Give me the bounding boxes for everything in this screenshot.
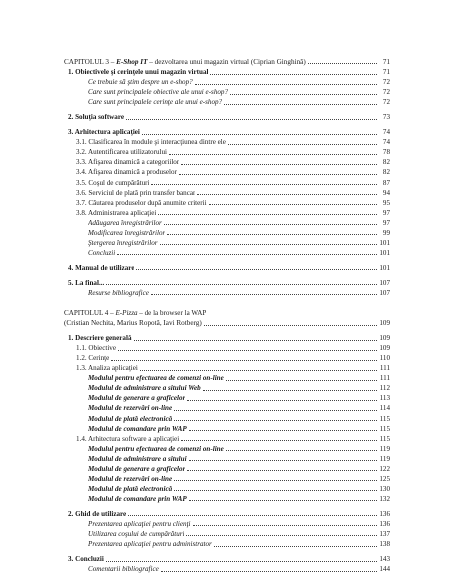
toc-entry-page: 97 bbox=[382, 218, 390, 227]
toc-entry-page: 136 bbox=[379, 509, 390, 518]
toc-entry-title: Modulul de plată electronică bbox=[88, 484, 173, 493]
chapter-page-number: 109 bbox=[379, 319, 390, 328]
toc-entry-title: 3.2. Autentificarea utilizatorului bbox=[76, 148, 168, 157]
toc-entry bbox=[64, 333, 390, 343]
toc-entry-page: 125 bbox=[379, 474, 390, 483]
toc-entry-title: Modulul de rezervări on-line bbox=[88, 404, 173, 413]
toc-entry-page: 71 bbox=[382, 68, 390, 77]
toc-entry-title: 1.1. Obiective bbox=[76, 344, 116, 353]
toc-entry-page: 87 bbox=[382, 178, 390, 187]
toc-entry bbox=[64, 112, 390, 122]
dot-leader bbox=[164, 223, 377, 225]
toc-entry-page: 101 bbox=[379, 248, 390, 257]
toc-entry-page: 74 bbox=[382, 128, 390, 137]
toc-entry-page: 119 bbox=[379, 444, 390, 453]
toc-entry-title: Modulul de comandare prin WAP bbox=[88, 494, 187, 503]
toc-entry bbox=[64, 474, 390, 484]
toc-entry bbox=[64, 288, 390, 298]
toc-entry-page: 111 bbox=[379, 364, 390, 373]
dot-leader bbox=[230, 93, 377, 95]
chapter-title bbox=[64, 57, 306, 67]
dot-leader bbox=[209, 203, 377, 205]
toc-entry bbox=[64, 248, 390, 258]
toc-entry bbox=[64, 228, 390, 238]
dot-leader bbox=[174, 479, 377, 481]
toc-entry-page: 78 bbox=[382, 148, 390, 157]
toc-entry bbox=[64, 263, 390, 273]
toc-entry-title: 3.7. Căutarea produselor după anumite criterii bbox=[76, 198, 207, 207]
toc-entry-title: Prezentarea aplicaţiei pentru clienţi bbox=[88, 519, 191, 528]
toc-entry-title: 3.1. Clasificarea în module şi interacţiunea dintre ele bbox=[76, 138, 226, 147]
dot-leader bbox=[136, 268, 377, 270]
toc-entry-title: 3. Concluzii bbox=[68, 555, 104, 564]
toc-entry bbox=[64, 67, 390, 77]
toc-entry bbox=[64, 167, 390, 177]
toc-entry-title: Modulul de rezervări on-line bbox=[88, 474, 173, 483]
dot-leader bbox=[160, 243, 377, 245]
toc-entry-title: 1.3. Analiza aplicaţiei bbox=[76, 364, 138, 373]
dot-leader bbox=[142, 133, 377, 135]
dot-leader bbox=[140, 369, 377, 371]
toc-entry-title: Modificarea înregistrărilor bbox=[88, 228, 166, 237]
toc-entry bbox=[64, 444, 390, 454]
toc-entry-title: 5. La final... bbox=[68, 278, 105, 287]
dot-leader bbox=[134, 339, 378, 341]
chapter-heading bbox=[64, 318, 390, 328]
toc-entry-title: Comentarii bibliografice bbox=[88, 565, 159, 574]
toc-entry bbox=[64, 178, 390, 188]
dot-leader bbox=[228, 143, 377, 145]
toc-entry-title: 3.4. Afişarea dinamică a produselor bbox=[76, 168, 177, 177]
toc-entry bbox=[64, 464, 390, 474]
chapter-prefix: CAPITOLUL 4 – bbox=[64, 309, 116, 318]
toc-entry-page: 109 bbox=[379, 344, 390, 353]
table-of-contents bbox=[64, 57, 390, 574]
toc-entry-title: 2. Ghid de utilizare bbox=[68, 509, 127, 518]
toc-entry-page: 82 bbox=[382, 158, 390, 167]
toc-entry-title: Modulul de plată electronică bbox=[88, 414, 173, 423]
dot-leader bbox=[187, 469, 377, 471]
toc-entry bbox=[64, 278, 390, 288]
dot-leader bbox=[189, 429, 377, 431]
dot-leader bbox=[167, 233, 377, 235]
chapter-title-emphasis: E-Pizza bbox=[115, 309, 138, 318]
dot-leader bbox=[161, 570, 377, 572]
toc-entry-page: 101 bbox=[379, 263, 390, 272]
dot-leader bbox=[174, 409, 377, 411]
chapter-title-rest: – de la browser la WAP bbox=[137, 309, 207, 318]
toc-entry-page: 107 bbox=[379, 278, 390, 287]
toc-entry-title: Modulul de administrare a sitului bbox=[88, 454, 187, 463]
chapter-authors: (Cristian Nechita, Marius Ropotă, Iavi Rotberg) bbox=[64, 319, 202, 328]
dot-leader bbox=[224, 103, 377, 105]
toc-entry bbox=[64, 539, 390, 549]
toc-entry-title: 1. Obiectivele şi cerinţele unui magazin virtual bbox=[68, 68, 209, 77]
dot-leader bbox=[174, 489, 377, 491]
toc-entry bbox=[64, 353, 390, 363]
toc-entry-page: 95 bbox=[382, 198, 390, 207]
toc-entry-title: 2. Soluţia software bbox=[68, 113, 125, 122]
toc-entry bbox=[64, 484, 390, 494]
toc-entry-title: 4. Manual de utilizare bbox=[68, 263, 135, 272]
toc-entry bbox=[64, 554, 390, 564]
dot-leader bbox=[181, 163, 377, 165]
toc-entry-page: 144 bbox=[379, 565, 390, 574]
dot-leader bbox=[197, 193, 377, 195]
toc-entry-page: 72 bbox=[382, 88, 390, 97]
toc-entry-page: 111 bbox=[379, 374, 390, 383]
dot-leader bbox=[308, 62, 377, 64]
toc-entry-title: 3.6. Serviciul de plată prin transfer bancar bbox=[76, 188, 196, 197]
toc-entry-page: 73 bbox=[382, 113, 390, 122]
toc-entry bbox=[64, 198, 390, 208]
toc-entry-page: 136 bbox=[379, 519, 390, 528]
dot-leader bbox=[204, 324, 377, 326]
toc-entry-page: 94 bbox=[382, 188, 390, 197]
toc-entry-page: 132 bbox=[379, 494, 390, 503]
dot-leader bbox=[128, 514, 377, 516]
chapter-title bbox=[64, 309, 206, 317]
dot-leader bbox=[126, 118, 377, 120]
dot-leader bbox=[226, 449, 377, 451]
toc-entry-title: Adăugarea înregistrărilor bbox=[88, 218, 162, 227]
chapter-title-rest: – dezvoltarea unui magazin virtual (Ciprian Ginghină) bbox=[147, 58, 306, 66]
toc-entry-page: 112 bbox=[379, 384, 390, 393]
toc-entry-title: Concluzii bbox=[88, 248, 116, 257]
toc-entry bbox=[64, 509, 390, 519]
toc-entry-page: 114 bbox=[379, 404, 390, 413]
chapter-prefix: CAPITOLUL 3 – bbox=[64, 58, 117, 66]
toc-entry-page: 122 bbox=[379, 464, 390, 473]
toc-entry-title: 3. Arhitectura aplicaţiei bbox=[68, 128, 140, 137]
toc-entry-title: Modulul de generare a graficelor bbox=[88, 464, 186, 473]
dot-leader bbox=[203, 389, 377, 391]
chapter-page-number: 71 bbox=[382, 58, 390, 66]
toc-entry bbox=[64, 188, 390, 198]
toc-entry-page: 115 bbox=[379, 434, 390, 443]
chapter-title-emphasis: E-Shop IT bbox=[116, 58, 148, 66]
toc-entry-page: 107 bbox=[379, 288, 390, 297]
toc-entry-title: Modulul de comandare prin WAP bbox=[88, 424, 187, 433]
toc-entry-title: 3.8. Administrarea aplicaţiei bbox=[76, 208, 157, 217]
dot-leader bbox=[117, 253, 377, 255]
toc-entry-title: Modulul de administrare a sitului Web bbox=[88, 384, 201, 393]
dot-leader bbox=[118, 349, 377, 351]
toc-entry bbox=[64, 363, 390, 373]
toc-entry-page: 110 bbox=[379, 354, 390, 363]
dot-leader bbox=[106, 560, 377, 562]
dot-leader bbox=[189, 499, 377, 501]
toc-entry-title: Ştergerea înregistrărilor bbox=[88, 238, 158, 247]
chapter-heading-line bbox=[64, 308, 390, 318]
chapter-heading bbox=[64, 57, 390, 67]
dot-leader bbox=[187, 399, 377, 401]
toc-entry bbox=[64, 494, 390, 504]
dot-leader bbox=[195, 83, 377, 85]
toc-entry-title: 3.5. Coşul de cumpărături bbox=[76, 178, 150, 187]
toc-entry-title: Utilizarea coşului de cumpărături bbox=[88, 530, 185, 539]
toc-entry-page: 115 bbox=[379, 414, 390, 423]
toc-entry bbox=[64, 529, 390, 539]
toc-entry bbox=[64, 77, 390, 87]
toc-entry-page: 137 bbox=[379, 530, 390, 539]
toc-entry-title: 1.4. Arhitectura software a aplicaţiei bbox=[76, 434, 180, 443]
toc-entry-page: 99 bbox=[382, 228, 390, 237]
toc-entry-title: Resurse bibliografice bbox=[88, 288, 149, 297]
toc-entry bbox=[64, 414, 390, 424]
toc-entry-page: 101 bbox=[379, 238, 390, 247]
toc-entry-title: 3.3. Afişarea dinamică a categoriilor bbox=[76, 158, 180, 167]
toc-entry bbox=[64, 519, 390, 529]
toc-entry bbox=[64, 208, 390, 218]
dot-leader bbox=[151, 293, 377, 295]
dot-leader bbox=[158, 213, 377, 215]
dot-leader bbox=[169, 153, 377, 155]
dot-leader bbox=[111, 359, 377, 361]
toc-entry-title: Modulul pentru efectuarea de comenzi on-line bbox=[88, 444, 224, 453]
chapter-spacer bbox=[64, 298, 390, 308]
dot-leader bbox=[193, 524, 377, 526]
dot-leader bbox=[181, 439, 377, 441]
toc-entry bbox=[64, 147, 390, 157]
dot-leader bbox=[179, 173, 377, 175]
toc-entry-page: 138 bbox=[379, 540, 390, 549]
toc-entry-title: Prezentarea aplicaţiei pentru administrator bbox=[88, 540, 212, 549]
toc-entry-page: 119 bbox=[379, 454, 390, 463]
toc-entry-title: Modulul de generare a graficelor bbox=[88, 394, 186, 403]
toc-entry-title: Care sunt principalele obiective ale unui e-shop? bbox=[88, 88, 229, 97]
toc-entry bbox=[64, 403, 390, 413]
dot-leader bbox=[214, 545, 377, 547]
dot-leader bbox=[189, 459, 377, 461]
dot-leader bbox=[151, 183, 377, 185]
dot-leader bbox=[186, 534, 377, 536]
toc-entry bbox=[64, 373, 390, 383]
toc-entry-page: 97 bbox=[382, 208, 390, 217]
dot-leader bbox=[210, 73, 377, 75]
toc-entry bbox=[64, 564, 390, 574]
toc-entry-title: Ce trebuie să ştim despre un e-shop? bbox=[88, 78, 193, 87]
dot-leader bbox=[106, 283, 377, 285]
toc-entry bbox=[64, 434, 390, 444]
toc-entry bbox=[64, 218, 390, 228]
toc-entry-title: 1.2. Cerinţe bbox=[76, 354, 110, 363]
toc-entry bbox=[64, 137, 390, 147]
toc-entry-title: 1. Descriere generală bbox=[68, 334, 132, 343]
toc-entry bbox=[64, 127, 390, 137]
toc-entry bbox=[64, 343, 390, 353]
toc-entry-title: Care sunt principalele cerinţe ale unui e-shop? bbox=[88, 98, 223, 107]
toc-entry-title: Modulul pentru efectuarea de comenzi on-line bbox=[88, 374, 224, 383]
toc-entry-page: 130 bbox=[379, 484, 390, 493]
toc-entry bbox=[64, 383, 390, 393]
toc-entry-page: 113 bbox=[379, 394, 390, 403]
toc-entry bbox=[64, 157, 390, 167]
dot-leader bbox=[226, 379, 377, 381]
toc-entry bbox=[64, 238, 390, 248]
toc-entry bbox=[64, 393, 390, 403]
toc-entry-page: 115 bbox=[379, 424, 390, 433]
toc-entry bbox=[64, 97, 390, 107]
toc-entry bbox=[64, 87, 390, 97]
toc-entry bbox=[64, 454, 390, 464]
toc-entry-page: 82 bbox=[382, 168, 390, 177]
toc-entry-page: 143 bbox=[379, 555, 390, 564]
dot-leader bbox=[174, 419, 377, 421]
toc-entry bbox=[64, 424, 390, 434]
toc-entry-page: 74 bbox=[382, 138, 390, 147]
toc-entry-page: 72 bbox=[382, 78, 390, 87]
toc-entry-page: 72 bbox=[382, 98, 390, 107]
toc-entry-page: 109 bbox=[379, 334, 390, 343]
